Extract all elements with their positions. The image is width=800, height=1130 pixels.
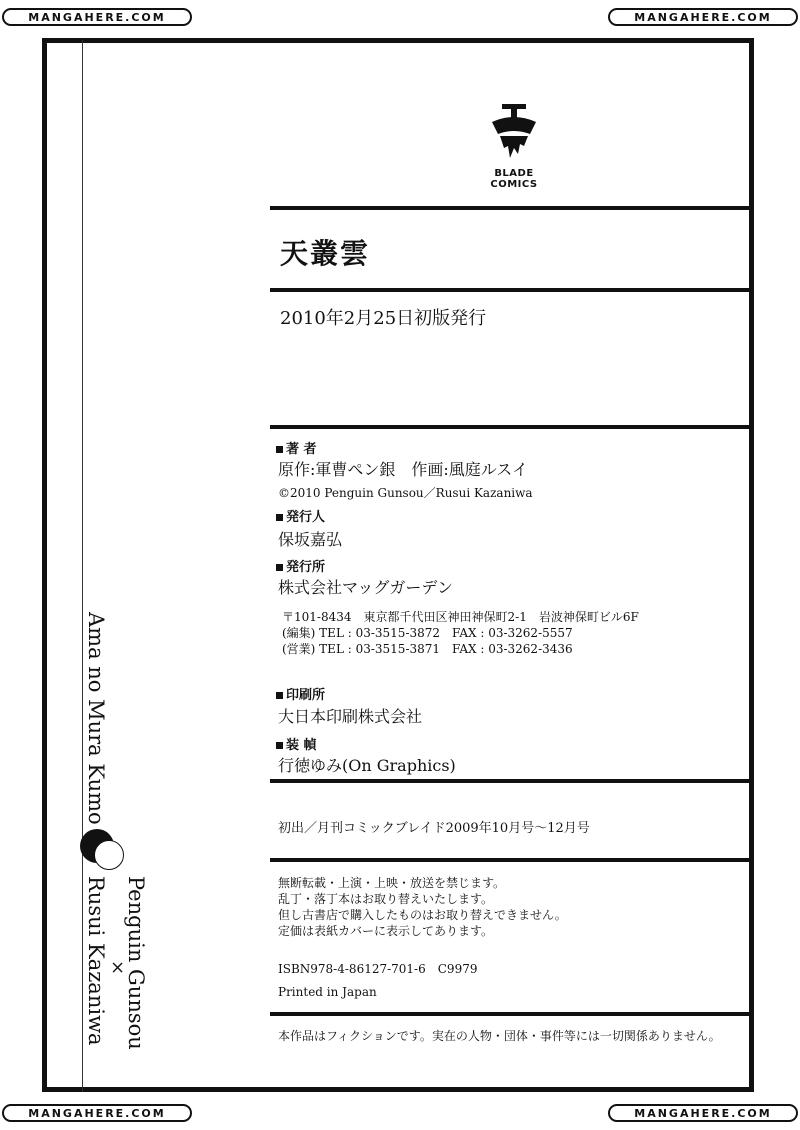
logo-line-1: BLADE: [494, 168, 534, 179]
printer-label-text: 印刷所: [286, 688, 326, 703]
notice-line: 無断転載・上演・上映・放送を禁じます。: [278, 876, 506, 890]
first-appearance: 初出／月刊コミックブレイド2009年10月号〜12月号: [278, 821, 590, 836]
bullet-square-icon: [276, 446, 283, 453]
publisher-address: 〒101-8434 東京都千代田区神田神保町2-1 岩波神保町ビル6F: [282, 610, 639, 624]
author-credits: 原作:軍曹ペン銀 作画:風庭ルスイ: [278, 460, 528, 479]
spine-title: Ama no Mura Kumo: [84, 612, 108, 825]
design-label-text: 装 幀: [286, 738, 317, 753]
publisher-sales-contact: (営業) TEL : 03-3515-3871 FAX : 03-3262-3436: [282, 642, 573, 656]
watermark: MANGAHERE.COM: [2, 8, 192, 26]
notice-line: 但し古書店で購入したものはお取り替えできません。: [278, 908, 567, 922]
bullet-square-icon: [276, 692, 283, 699]
publisher-person-label: [276, 506, 325, 525]
bullet-square-icon: [276, 564, 283, 571]
section-divider: [270, 206, 752, 210]
blade-comics-logo: [478, 100, 550, 190]
section-divider: [270, 858, 752, 862]
printed-in: Printed in Japan: [278, 985, 377, 999]
printer-name: 大日本印刷株式会社: [278, 707, 423, 726]
spine-circle-white-icon: [94, 840, 124, 870]
publisher-editorial-contact: (編集) TEL : 03-3515-3872 FAX : 03-3262-5557: [282, 626, 573, 640]
spine-divider: [82, 40, 83, 1092]
bullet-square-icon: [276, 742, 283, 749]
blade-comics-emblem-icon: [478, 100, 550, 170]
spine-author-2: Rusui Kazaniwa: [84, 876, 108, 1046]
watermark: MANGAHERE.COM: [608, 8, 798, 26]
design-label: [276, 734, 317, 753]
publisher-name: 株式会社マッグガーデン: [278, 578, 454, 597]
publication-date: 2010年2月25日初版発行: [280, 308, 487, 329]
publisher-label: [276, 556, 325, 575]
printer-label: [276, 684, 325, 703]
watermark: MANGAHERE.COM: [2, 1104, 192, 1122]
section-divider: [270, 1012, 752, 1016]
author-label-text: 著 者: [286, 442, 317, 457]
section-divider: [270, 425, 752, 429]
section-divider: [270, 288, 752, 292]
publisher-label-text: 発行所: [286, 560, 326, 575]
logo-text: [478, 168, 550, 190]
logo-line-2: COMICS: [490, 179, 538, 190]
author-label: [276, 438, 317, 457]
spine-separator: ×: [107, 960, 128, 976]
section-divider: [270, 779, 752, 783]
bullet-square-icon: [276, 514, 283, 521]
isbn: ISBN978-4-86127-701-6 C9979: [278, 962, 478, 976]
fiction-disclaimer: 本作品はフィクションです。実在の人物・団体・事件等には一切関係ありません。: [278, 1029, 721, 1043]
publisher-person-name: 保坂嘉弘: [278, 530, 343, 549]
notice-line: 定価は表紙カバーに表示してあります。: [278, 924, 494, 938]
publisher-person-label-text: 発行人: [286, 510, 326, 525]
design-credit: 行徳ゆみ(On Graphics): [278, 756, 456, 775]
watermark: MANGAHERE.COM: [608, 1104, 798, 1122]
copyright-line: ©2010 Penguin Gunsou／Rusui Kazaniwa: [278, 486, 533, 500]
notice-line: 乱丁・落丁本はお取り替えいたします。: [278, 892, 494, 906]
spine-author-1: Penguin Gunsou: [124, 876, 148, 1050]
book-title: 天叢雲: [280, 237, 371, 270]
